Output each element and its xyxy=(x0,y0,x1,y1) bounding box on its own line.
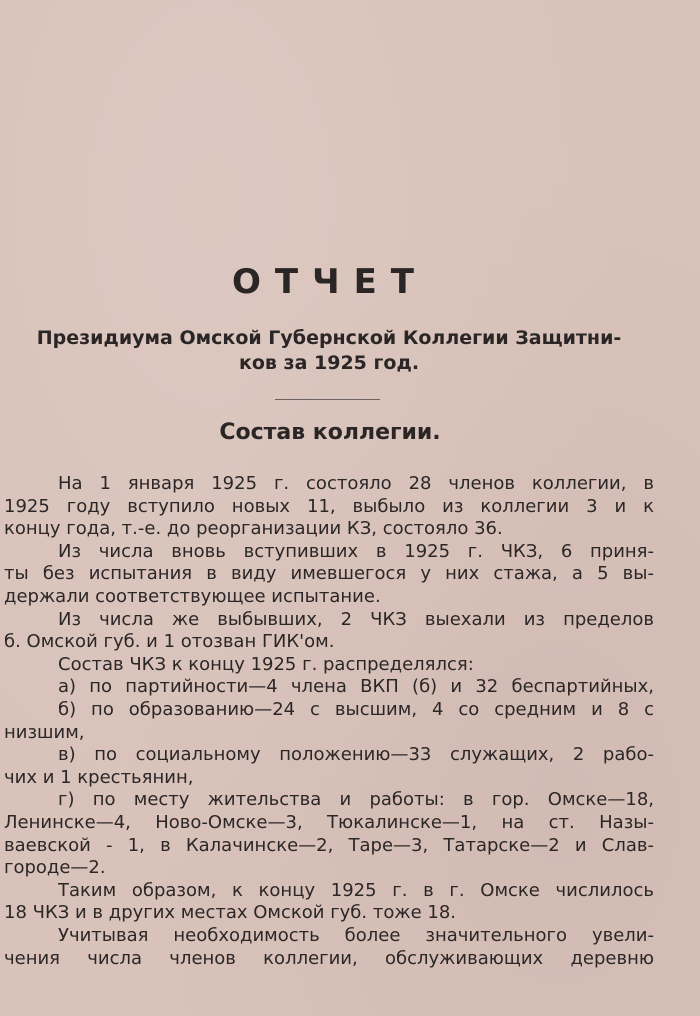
title-divider xyxy=(275,399,380,400)
text-line: г) по месту жительства и работы: в гор. Омске—18, xyxy=(58,789,654,811)
text-line: Из числа вновь вступивших в 1925 г. ЧКЗ, 6 приня- xyxy=(58,540,654,562)
text-line: 1925 году вступило новых 11, выбыло из коллегии 3 и к xyxy=(4,495,654,517)
text-line: в) по социальному положению—33 служащих, 2 рабо- xyxy=(58,744,654,766)
text-line: Состав ЧКЗ к концу 1925 г. распределялся: xyxy=(58,653,474,675)
text-line: Таким образом, к концу 1925 г. в г. Омске числилось xyxy=(58,879,654,901)
text-line: б. Омской губ. и 1 отозван ГИК'ом. xyxy=(4,631,335,653)
text-line: а) по партийности—4 члена ВКП (б) и 32 беспартийных, xyxy=(58,676,654,698)
text-line: низшим, xyxy=(4,721,85,743)
text-line: Учитывая необходимость более значительного увели- xyxy=(58,925,654,946)
text-line: б) по образованию—24 с высшим, 4 со средним и 8 с xyxy=(58,699,654,720)
text-line: 18 ЧКЗ и в других местах Омской губ. тоже 18. xyxy=(4,902,456,924)
text-line: ваевской - 1, в Калачинске—2, Таре—3, Татарске—2 и Слав- xyxy=(4,834,654,856)
document-title: ОТЧЕТ xyxy=(232,262,428,302)
text-line: На 1 января 1925 г. состояло 28 членов коллегии, в xyxy=(58,473,654,494)
text-line: городе—2. xyxy=(4,857,106,879)
section-heading: Состав коллегии. xyxy=(219,420,441,445)
text-line: держали соответствующее испытание. xyxy=(4,586,381,607)
document-subtitle: Президиума Омской Губернской Коллегии Защитни- ков за 1925 год. xyxy=(36,327,622,374)
text-line: Ленинске—4, Ново-Омске—3, Тюкалинске—1, на ст. Назы- xyxy=(4,812,654,833)
text-line: концу года, т.-е. до реорганизации КЗ, состояло 36. xyxy=(4,518,503,540)
text-line: чих и 1 крестьянин, xyxy=(4,766,194,788)
text-line: Из числа же выбывших, 2 ЧКЗ выехали из пределов xyxy=(58,608,654,630)
text-line: ты без испытания в виду имевшегося у них стажа, а 5 вы- xyxy=(4,563,654,585)
text-line: чения числа членов коллегии, обслуживающих деревню xyxy=(4,947,654,969)
